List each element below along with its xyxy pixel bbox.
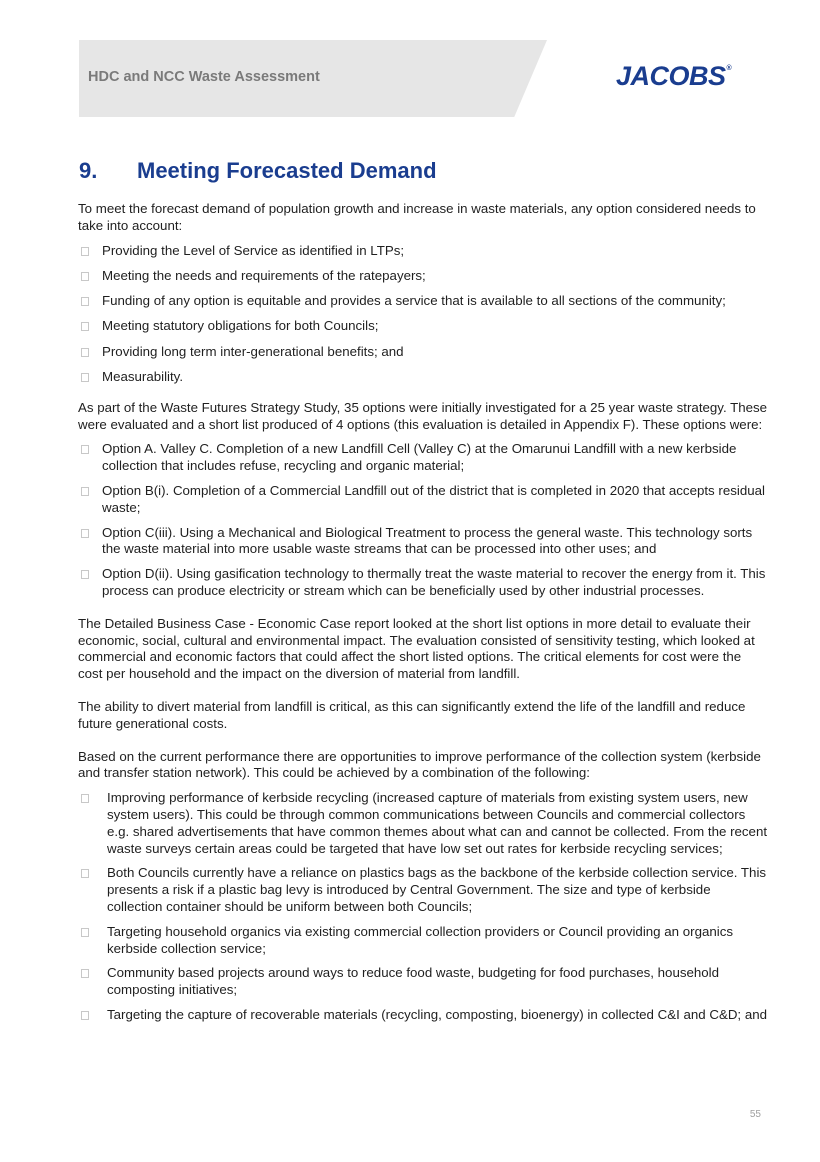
- page-number: 55: [749, 1109, 761, 1120]
- bullet-box-icon: [81, 1011, 89, 1020]
- intro-list: [78, 243, 768, 386]
- list-item: [78, 924, 768, 958]
- list-item-text: Option B(i). Completion of a Commercial Landfill out of the district that is completed in 2020 that accepts residual waste;: [102, 483, 765, 515]
- bullet-box-icon: [81, 529, 89, 538]
- list-item: [78, 525, 768, 559]
- list-item-text: Providing long term inter-generational benefits; and: [102, 343, 404, 359]
- options-list: [78, 441, 768, 599]
- bullet-box-icon: [81, 969, 89, 978]
- list-item: [78, 243, 768, 260]
- list-item-text: Meeting statutory obligations for both Councils;: [102, 318, 379, 334]
- bullet-box-icon: [81, 794, 89, 803]
- list-item-text: Both Councils currently have a reliance on plastics bags as the backbone of the kerbside collection service. This presents a risk if a plastic bag levy is introduced by Central Government. The size and type of kerbside collection container should be uniform between both Councils;: [107, 865, 767, 914]
- bullet-box-icon: [81, 322, 89, 331]
- list-item-text: Option C(iii). Using a Mechanical and Biological Treatment to process the general waste. This technology sorts the waste material into more usable waste streams that can be processed into other uses; and: [102, 524, 753, 557]
- bullet-box-icon: [81, 928, 89, 937]
- list-item-text: Measurability.: [102, 369, 184, 385]
- bullet-box-icon: [81, 570, 89, 579]
- list-item: [78, 369, 768, 386]
- list-item-text: Meeting the needs and requirements of the ratepayers;: [102, 267, 426, 283]
- performance-intro-paragraph: Based on the current performance there are opportunities to improve performance of the collection system (kerbside and transfer station network). This could be achieved by a combination of the following:: [78, 748, 761, 781]
- bullet-box-icon: [81, 373, 89, 382]
- list-item: [78, 268, 768, 285]
- list-item-text: Improving performance of kerbside recycling (increased capture of materials from existing system users, new system users). This could be through common communications between Councils and commercial collectors e.g. shared advertisements that have common themes about what can and cannot be collected. From the recent waste surveys certain areas could be targeted that have low set out rates for kerbside recycling services;: [107, 790, 768, 856]
- bullet-box-icon: [81, 297, 89, 306]
- list-item: [78, 965, 768, 999]
- list-item: [78, 318, 768, 335]
- performance-list: [78, 790, 768, 1024]
- intro-paragraph: To meet the forecast demand of population growth and increase in waste materials, any option considered needs to take into account:: [78, 201, 756, 233]
- options-intro-paragraph: As part of the Waste Futures Strategy Study, 35 options were initially investigated for a 25 year waste strategy. These were evaluated and a short list produced of 4 options (this evaluation is detailed in Appendix F). These options were:: [78, 399, 768, 432]
- section-heading: [79, 158, 437, 184]
- section-title: Meeting Forecasted Demand: [137, 158, 437, 183]
- list-item: [78, 865, 768, 915]
- bullet-box-icon: [81, 869, 89, 878]
- list-item-text: Option D(ii). Using gasification technology to thermally treat the waste material to recover the energy from it. This process can produce electricity or stream which can be beneficially used by other industrial processes.: [102, 566, 766, 599]
- business-case-paragraph: The Detailed Business Case - Economic Case report looked at the short list options in more detail to evaluate their economic, social, cultural and environmental impact. The evaluation consisted of sensitivity testing, which looked at commercial and economic factors that could affect the short listed options. The critical elements for cost were the cost per household and the impact on the diversion of material from landfill.: [78, 615, 755, 682]
- section-number: 9.: [79, 158, 98, 183]
- document-title: HDC and NCC Waste Assessment: [88, 69, 320, 85]
- list-item: [78, 1007, 768, 1024]
- logo-text: JACOBS: [616, 61, 726, 91]
- list-item: [78, 483, 768, 517]
- body-content: [78, 201, 768, 1024]
- divert-paragraph: The ability to divert material from landfill is critical, as this can significantly extend the life of the landfill and reduce future generational costs.: [78, 699, 746, 731]
- bullet-box-icon: [81, 247, 89, 256]
- list-item-text: Funding of any option is equitable and provides a service that is available to all sections of the community;: [102, 293, 726, 309]
- list-item-text: Providing the Level of Service as identified in LTPs;: [102, 242, 405, 258]
- list-item-text: Targeting household organics via existing commercial collection providers or Council providing an organics kerbside collection service;: [107, 923, 734, 956]
- logo-registered-mark: ®: [726, 65, 732, 72]
- bullet-box-icon: [81, 348, 89, 357]
- list-item-text: Community based projects around ways to reduce food waste, budgeting for food purchases, household composting initiatives;: [107, 965, 720, 998]
- list-item: [78, 293, 768, 310]
- list-item-text: Option A. Valley C. Completion of a new Landfill Cell (Valley C) at the Omarunui Landfill with a new kerbside collection that includes refuse, recycling and organic material;: [102, 441, 737, 474]
- list-item: [78, 566, 768, 600]
- list-item: [78, 441, 768, 475]
- list-item-text: Targeting the capture of recoverable materials (recycling, composting, bioenergy) in collected C&I and C&D; and: [107, 1006, 768, 1022]
- bullet-box-icon: [81, 487, 89, 496]
- jacobs-logo: [616, 63, 730, 90]
- list-item: [78, 790, 768, 857]
- bullet-box-icon: [81, 445, 89, 454]
- bullet-box-icon: [81, 272, 89, 281]
- list-item: [78, 344, 768, 361]
